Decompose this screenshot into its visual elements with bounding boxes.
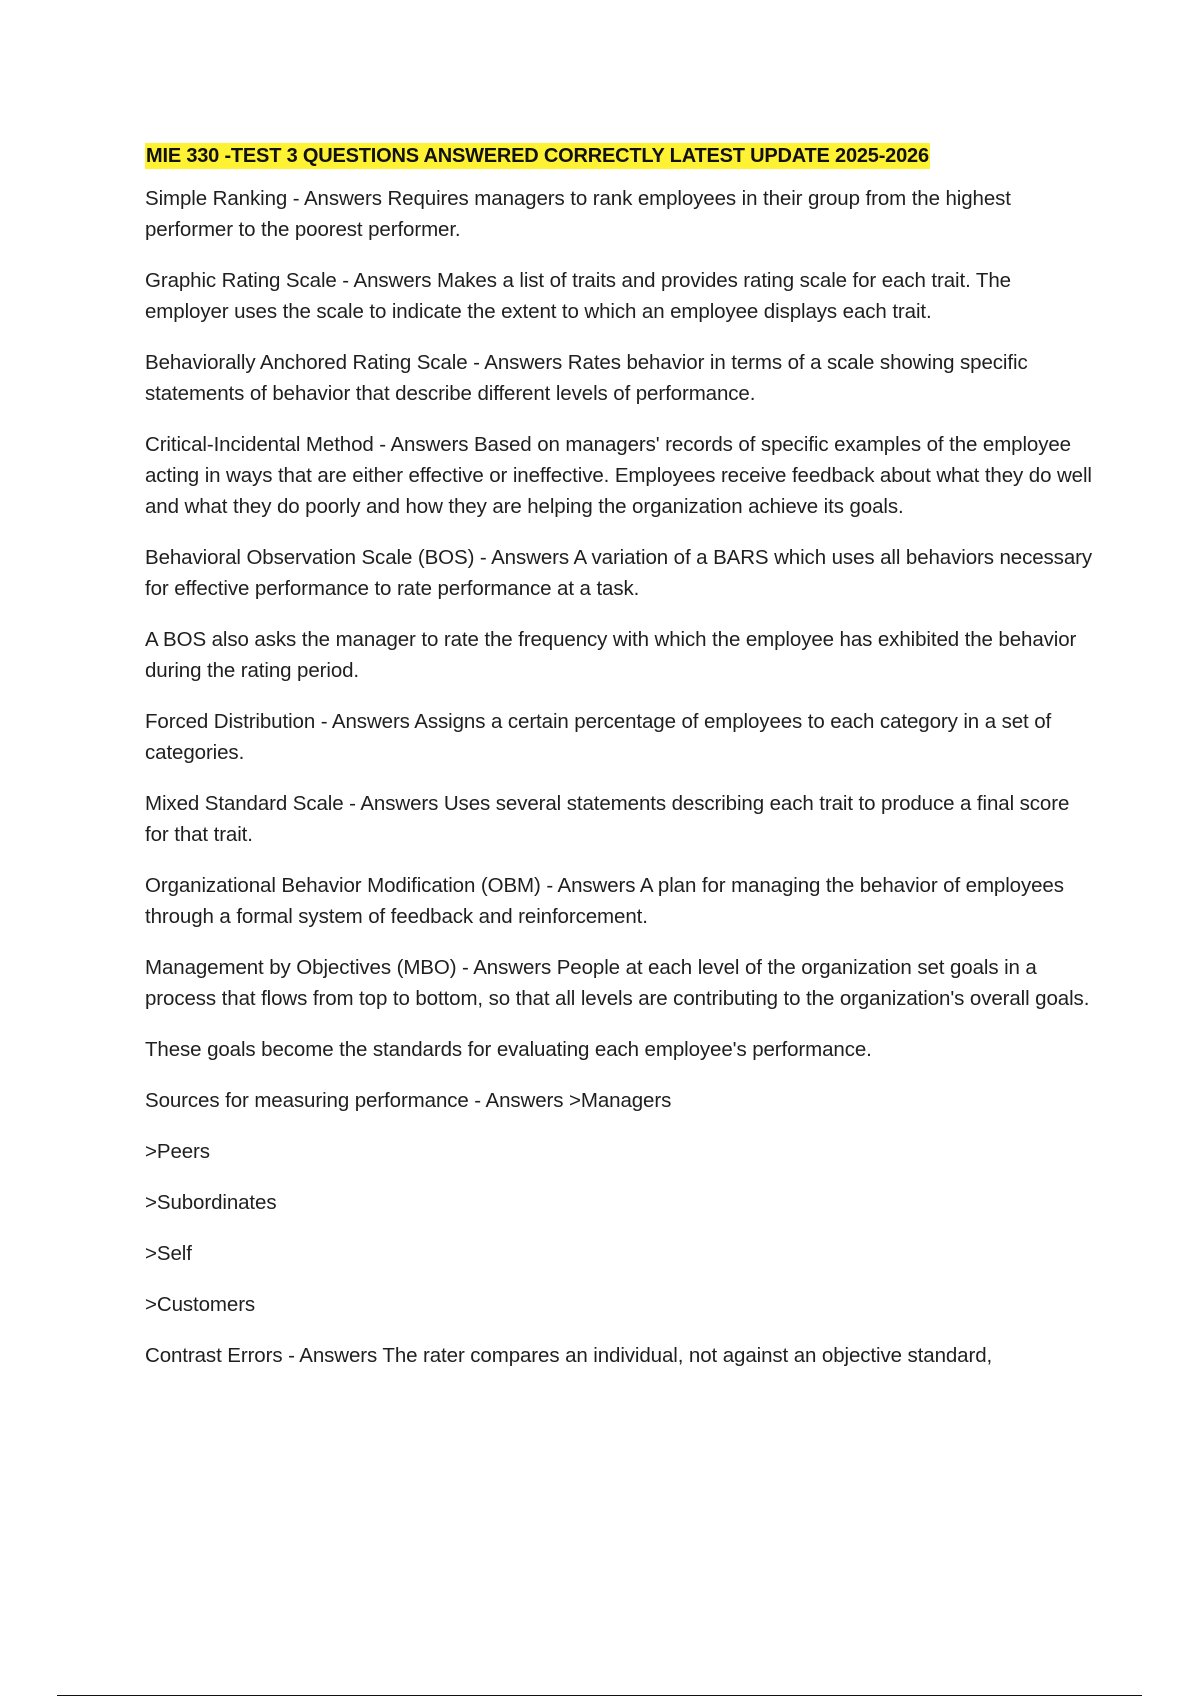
- paragraph-bars: Behaviorally Anchored Rating Scale - Answers Rates behavior in terms of a scale showing specific statements of behavior that describe different levels of performance.: [145, 351, 1028, 405]
- paragraph-bos: Behavioral Observation Scale (BOS) - Answers A variation of a BARS which uses all behaviors necessary for effective performance to rate performance at a task.: [145, 546, 1093, 600]
- list-item-self: >Self: [145, 1242, 192, 1265]
- document-body: [145, 183, 1095, 1371]
- list-item-subordinates: >Subordinates: [145, 1191, 277, 1214]
- paragraph-bos-frequency: A BOS also asks the manager to rate the frequency with which the employee has exhibited the behavior during the rating period.: [145, 628, 1077, 682]
- paragraph-mbo: Management by Objectives (MBO) - Answers People at each level of the organization set goals in a process that flows from top to bottom, so that all levels are contributing to the organization's overall goals.: [145, 956, 1090, 1010]
- paragraph-graphic-rating-scale: Graphic Rating Scale - Answers Makes a list of traits and provides rating scale for each trait. The employer uses the scale to indicate the extent to which an employee displays each trait.: [145, 269, 1011, 323]
- paragraph-forced-distribution: Forced Distribution - Answers Assigns a certain percentage of employees to each category in a set of categories.: [145, 710, 1052, 764]
- paragraph-obm: Organizational Behavior Modification (OBM) - Answers A plan for managing the behavior of employees through a formal system of feedback and reinforcement.: [145, 874, 1064, 928]
- paragraph-critical-incidental: Critical-Incidental Method - Answers Based on managers' records of specific examples of the employee acting in ways that are either effective or ineffective. Employees receive feedback about what they do well and what they do poorly and how they are helping the organization achieve its goals.: [145, 433, 1092, 518]
- paragraph-sources: Sources for measuring performance - Answers >Managers: [145, 1089, 672, 1112]
- paragraph-simple-ranking: Simple Ranking - Answers Requires managers to rank employees in their group from the highest performer to the poorest performer.: [145, 187, 1011, 241]
- paragraph-mixed-standard-scale: Mixed Standard Scale - Answers Uses several statements describing each trait to produce a final score for that trait.: [145, 792, 1070, 846]
- list-item-peers: >Peers: [145, 1140, 210, 1163]
- paragraph-contrast-errors: Contrast Errors - Answers The rater compares an individual, not against an objective standard,: [145, 1344, 993, 1367]
- document-page: [145, 143, 1095, 1391]
- document-title: MIE 330 -TEST 3 QUESTIONS ANSWERED CORRECTLY LATEST UPDATE 2025-2026: [146, 145, 929, 167]
- list-item-customers: >Customers: [145, 1293, 256, 1316]
- paragraph-mbo-standards: These goals become the standards for evaluating each employee's performance.: [145, 1038, 872, 1061]
- page-bottom-rule: [57, 1695, 1142, 1696]
